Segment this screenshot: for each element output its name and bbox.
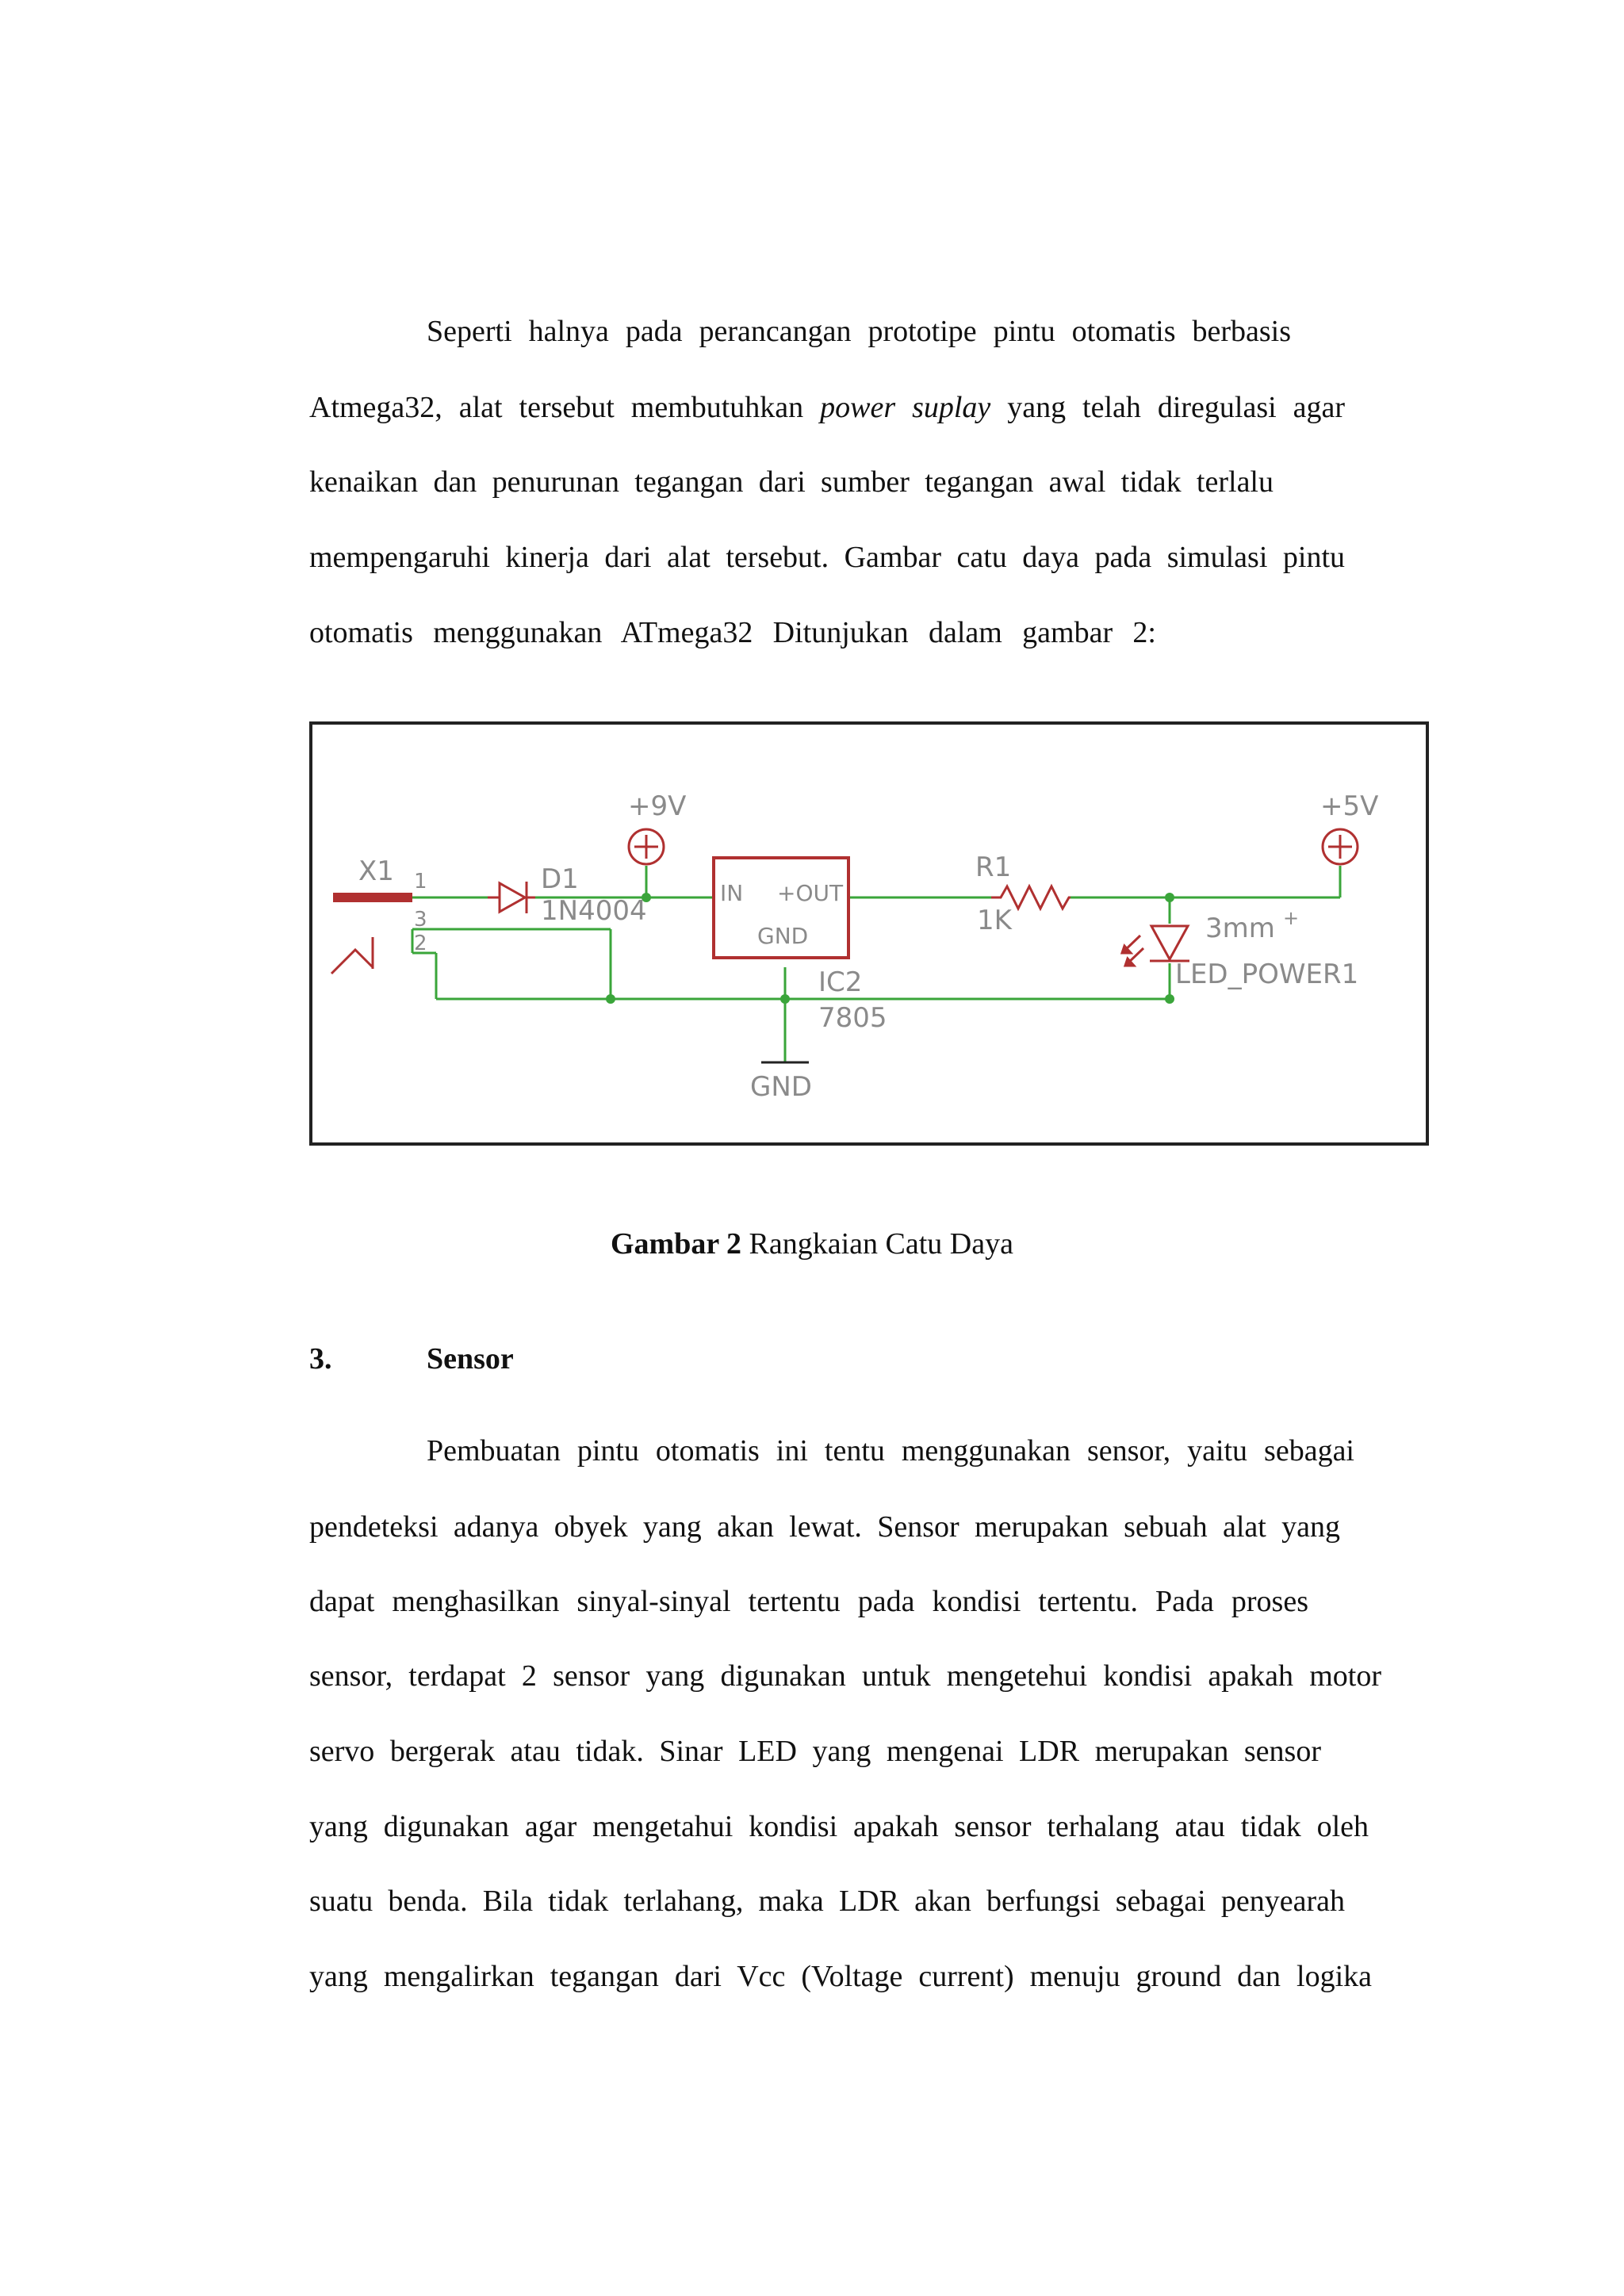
- label-d1: D1: [541, 863, 579, 895]
- paragraph2-line-7: suatu benda. Bila tidak terlahang, maka LDR akan berfungsi sebagai penyearah: [309, 1885, 1345, 1918]
- label-d1-value: 1N4004: [541, 895, 647, 927]
- label-r1-value: 1K: [977, 905, 1012, 936]
- paragraph1-line-5: otomatis menggunakan ATmega32 Ditunjukan dalam gambar 2:: [309, 616, 1156, 649]
- paragraph2-line-6: yang digunakan agar mengetahui kondisi apakah sensor terhalang atau tidak oleh: [309, 1810, 1369, 1843]
- paragraph2-line-8: yang mengalirkan tegangan dari Vcc (Voltage current) menuju ground dan logika: [309, 1960, 1372, 1993]
- label-gnd: GND: [750, 1071, 812, 1103]
- schematic-diagram: [309, 721, 1429, 1146]
- figure-caption-text: Rangkaian Catu Daya: [741, 1227, 1013, 1261]
- paragraph2-line-2: pendeteksi adanya obyek yang akan lewat. Sensor merupakan sebuah alat yang: [309, 1510, 1340, 1544]
- label-reg-gnd: GND: [757, 923, 809, 949]
- paragraph1-line-2-end: yang telah diregulasi agar: [1007, 391, 1346, 424]
- schematic-figure: [309, 721, 1429, 1146]
- paragraph1-line-2: [309, 388, 1345, 427]
- paragraph1-line-1: Seperti halnya pada perancangan prototipe pintu otomatis berbasis: [427, 315, 1291, 348]
- junction-reg-gnd: [780, 994, 790, 1004]
- label-reg-in: IN: [720, 880, 744, 906]
- label-9v: +9V: [628, 790, 687, 822]
- paragraph2-line-3: dapat menghasilkan sinyal-sinyal tertentu pada kondisi tertentu. Pada proses: [309, 1585, 1308, 1618]
- figure-caption-label: Gambar 2: [611, 1227, 742, 1261]
- junction-pin3: [606, 994, 615, 1004]
- junction-led-gnd: [1165, 994, 1174, 1004]
- label-ic2-value: 7805: [818, 1002, 887, 1034]
- paragraph1-line-3: kenaikan dan penurunan tegangan dari sumber tegangan awal tidak terlalu: [309, 465, 1274, 499]
- label-led-size: 3mm: [1205, 913, 1275, 944]
- label-led-plus: +: [1283, 907, 1300, 929]
- label-x1: X1: [358, 855, 394, 887]
- figure-caption: [0, 1225, 1624, 1263]
- label-5v: +5V: [1320, 790, 1379, 822]
- paragraph1-line-2-start: Atmega32, alat tersebut membutuhkan: [309, 391, 804, 424]
- connector-x1-pin1: [333, 893, 412, 902]
- section-title: Sensor: [427, 1342, 514, 1376]
- label-pin2: 2: [414, 932, 427, 955]
- label-r1: R1: [975, 851, 1012, 883]
- section-number: 3.: [309, 1342, 332, 1376]
- label-reg-out: +OUT: [777, 880, 844, 906]
- paragraph1-line-4: mempengaruhi kinerja dari alat tersebut. Gambar catu daya pada simulasi pintu: [309, 541, 1345, 574]
- paragraph2-line-1: Pembuatan pintu otomatis ini tentu menggunakan sensor, yaitu sebagai: [427, 1434, 1354, 1468]
- label-pin1: 1: [414, 870, 427, 894]
- paragraph2-line-5: servo bergerak atau tidak. Sinar LED yang mengenai LDR merupakan sensor: [309, 1735, 1321, 1768]
- junction-led: [1165, 893, 1174, 902]
- emphasis-power-suplay: power suplay: [820, 391, 991, 424]
- label-led-name: LED_POWER1: [1175, 959, 1359, 990]
- paragraph2-line-4: sensor, terdapat 2 sensor yang digunakan untuk mengetehui kondisi apakah motor: [309, 1659, 1381, 1693]
- label-ic2: IC2: [818, 966, 863, 998]
- label-pin3: 3: [414, 908, 427, 932]
